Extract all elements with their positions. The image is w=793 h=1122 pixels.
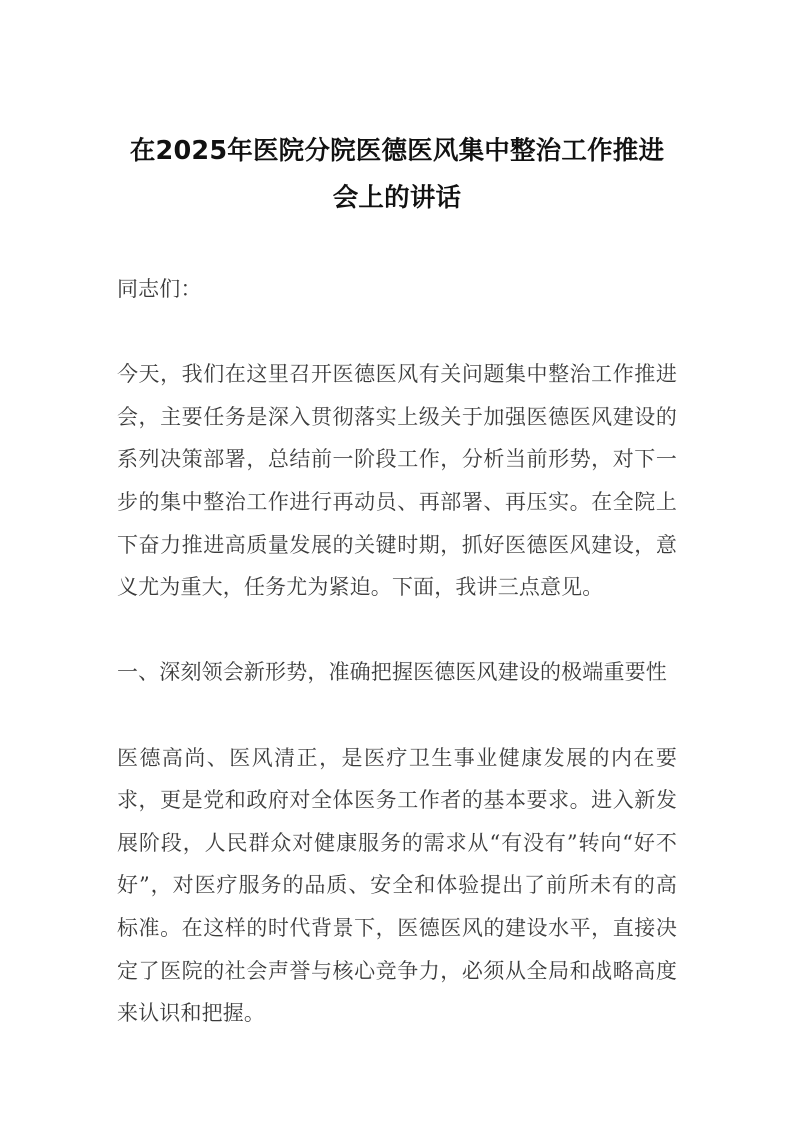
page-title: 在2025年医院分院医德医风集中整治工作推进会上的讲话 xyxy=(129,136,665,213)
salutation-line: 同志们： xyxy=(117,277,202,301)
paragraph-intro: 今天，我们在这里召开医德医风有关问题集中整治工作推进会，主要任务是深入贯彻落实上级关于加强医德医风建设的系列决策部署，总结前一阶段工作，分析当前形势，对下一步的集中整治工作进行再动员、再部署、再压实。在全院上下奋力推进高质量发展的关键时期，抓好医德医风建设，意义尤为重大，任务尤为紧迫。下面，我讲三点意见。 xyxy=(117,362,677,600)
document-body xyxy=(117,128,677,1035)
paragraph-section-one-body: 医德高尚、医风清正，是医疗卫生事业健康发展的内在要求，更是党和政府对全体医务工作者的基本要求。进入新发展阶段，人民群众对健康服务的需求从“有没有”转向“好不好”，对医疗服务的品质、安全和体验提出了前所未有的高标准。在这样的时代背景下，医德医风的建设水平，直接决定了医院的社会声誉与核心竞争力，必须从全局和战略高度来认识和把握。 xyxy=(117,745,677,1026)
title-spacer xyxy=(117,222,677,268)
section-heading-one: 一、深刻领会新形势，准确把握医德医风建设的极端重要性 xyxy=(117,660,667,685)
